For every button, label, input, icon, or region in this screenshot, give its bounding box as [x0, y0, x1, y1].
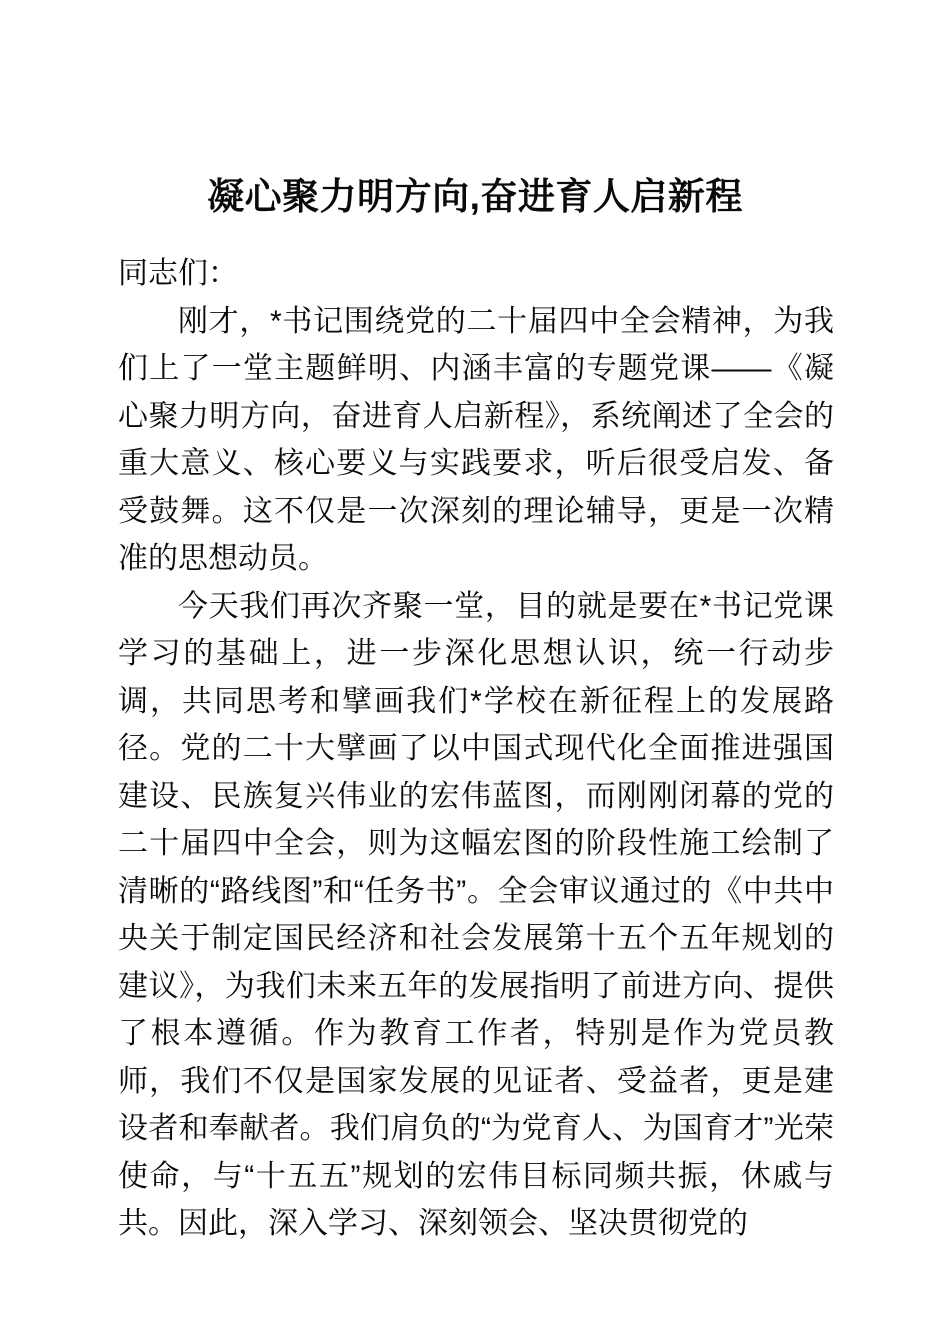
document-body: [118, 250, 834, 1248]
body-paragraph-1: 刚才，*书记围绕党的二十届四中全会精神，为我们上了一堂主题鲜明、内涵丰富的专题党课——《凝心聚力明方向，奋进育人启新程》，系统阐述了全会的重大意义、核心要义与实践要求，听后很受启发、备受鼓舞。这不仅是一次深刻的理论辅导，更是一次精准的思想动员。: [118, 304, 834, 575]
page-title: 凝心聚力明方向,奋进育人启新程: [207, 176, 743, 217]
body-paragraph-2: 今天我们再次齐聚一堂，目的就是要在*书记党课学习的基础上，进一步深化思想认识，统一行动步调，共同思考和擘画我们*学校在新征程上的发展路径。党的二十大擘画了以中国式现代化全面推进强国建设、民族复兴伟业的宏伟蓝图，而刚刚闭幕的党的二十届四中全会，则为这幅宏图的阶段性施工绘制了清晰的“路线图”和“任务书”。全会审议通过的《中共中央关于制定国民经济和社会发展第十五个五年规划的建议》，为我们未来五年的发展指明了前进方向、提供了根本遵循。作为教育工作者，特别是作为党员教师，我们不仅是国家发展的见证者、受益者，更是建设者和奉献者。我们肩负的“为党育人、为国育才”光荣使命，与“十五五”规划的宏伟目标同频共振，休戚与共。因此，深入学习、深刻领会、坚决贯彻党的: [118, 589, 834, 1240]
salutation-line: 同志们：: [118, 257, 238, 290]
